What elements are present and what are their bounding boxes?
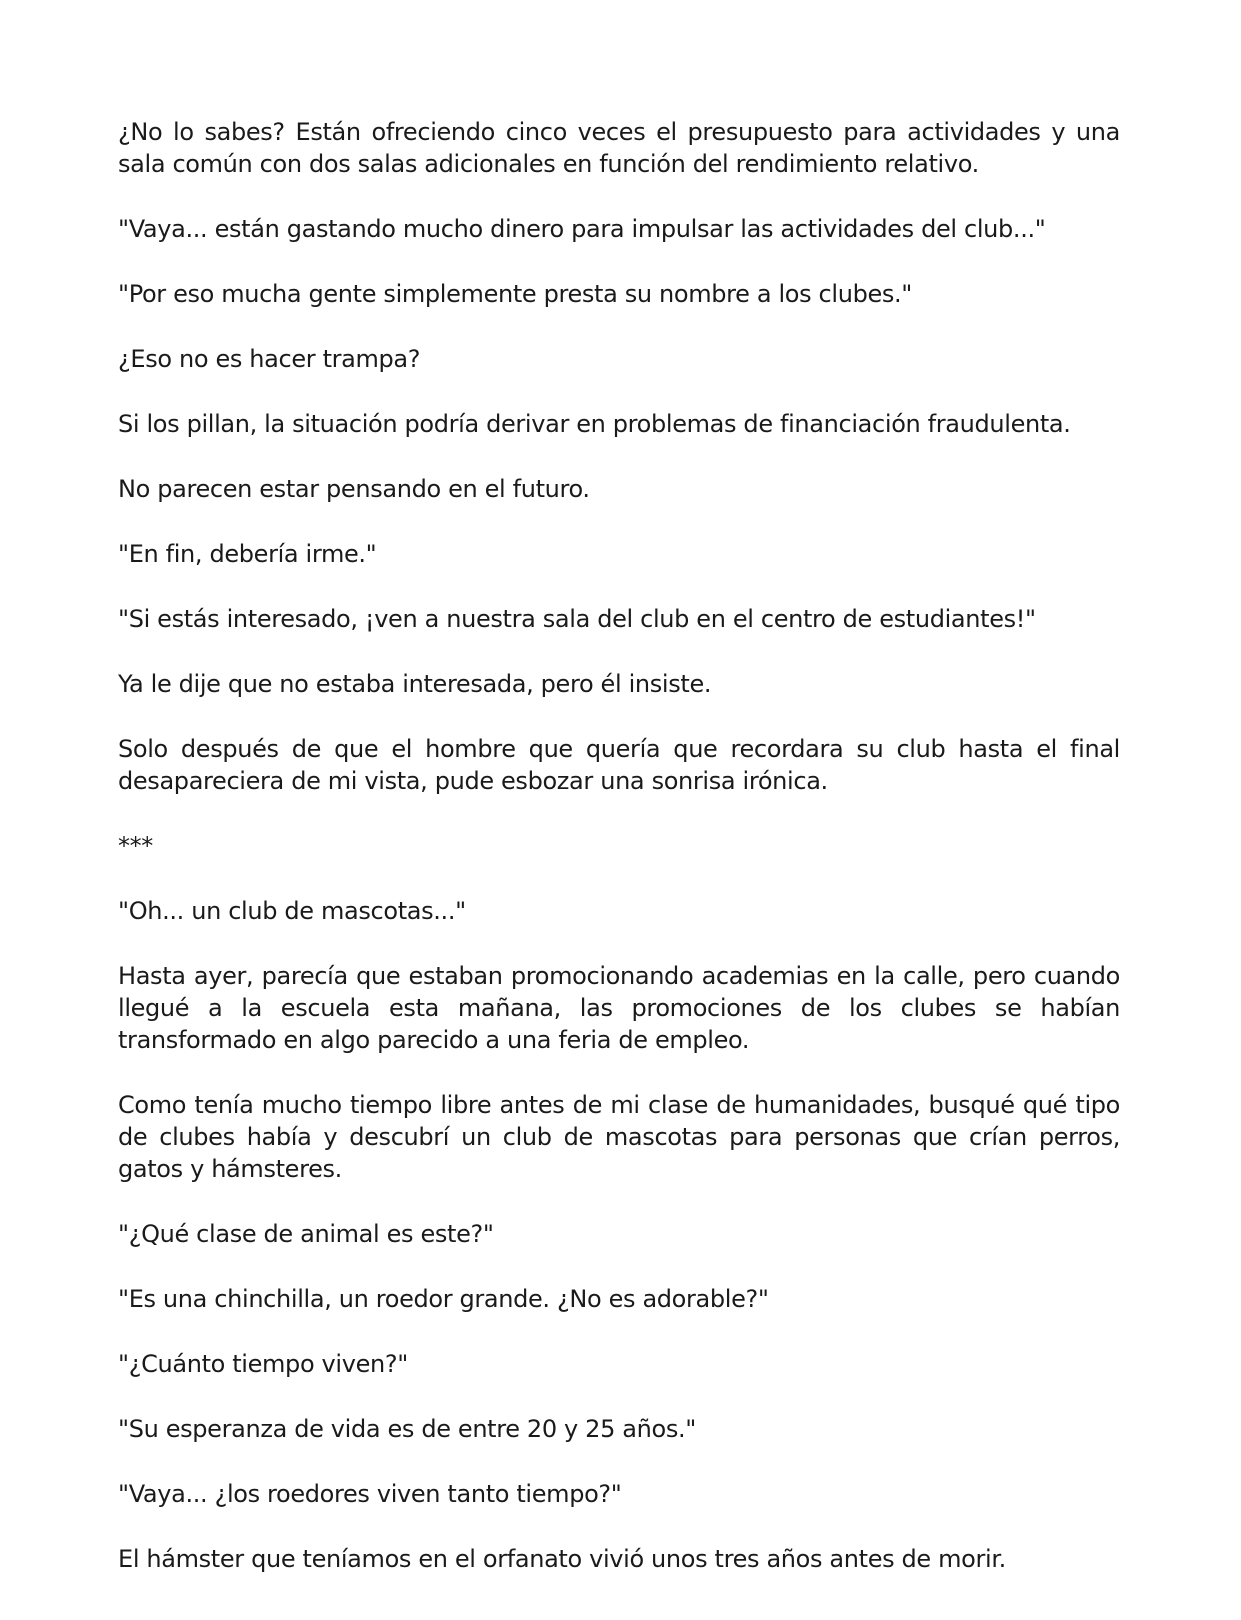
paragraph: No parecen estar pensando en el futuro. — [118, 475, 590, 503]
body-text — [118, 116, 1120, 1608]
paragraph: "¿Qué clase de animal es este?" — [118, 1220, 494, 1248]
paragraph: Solo después de que el hombre que quería que recordara su club hasta el final desapareciera de mi vista, pude esbozar una sonrisa irónica. — [118, 735, 1120, 795]
paragraph: "¿Cuánto tiempo viven?" — [118, 1350, 408, 1378]
paragraph: "Por eso mucha gente simplemente presta su nombre a los clubes." — [118, 280, 912, 308]
paragraph: Ya le dije que no estaba interesada, pero él insiste. — [118, 670, 712, 698]
paragraph: Hasta ayer, parecía que estaban promocionando academias en la calle, pero cuando llegué a la escuela esta mañana, las promociones de los clubes se habían transformado en algo parecido a una feria de empleo. — [118, 962, 1120, 1054]
scene-break: *** — [118, 832, 153, 860]
paragraph: "En fin, debería irme." — [118, 540, 377, 568]
paragraph: "Su esperanza de vida es de entre 20 y 25 años." — [118, 1415, 696, 1443]
paragraph: El hámster que teníamos en el orfanato vivió unos tres años antes de morir. — [118, 1545, 1006, 1573]
paragraph: "Es una chinchilla, un roedor grande. ¿No es adorable?" — [118, 1285, 769, 1313]
paragraph: "Oh... un club de mascotas..." — [118, 897, 466, 925]
paragraph: "Vaya... están gastando mucho dinero para impulsar las actividades del club..." — [118, 215, 1046, 243]
paragraph: ¿No lo sabes? Están ofreciendo cinco veces el presupuesto para actividades y una sala común con dos salas adicionales en función del rendimiento relativo. — [118, 118, 1120, 178]
paragraph: Como tenía mucho tiempo libre antes de mi clase de humanidades, busqué qué tipo de clubes había y descubrí un club de mascotas para personas que crían perros, gatos y hámsteres. — [118, 1091, 1120, 1183]
paragraph: "Si estás interesado, ¡ven a nuestra sala del club en el centro de estudiantes!" — [118, 605, 1036, 633]
paragraph: "Vaya... ¿los roedores viven tanto tiempo?" — [118, 1480, 622, 1508]
paragraph: ¿Eso no es hacer trampa? — [118, 345, 421, 373]
paragraph: Si los pillan, la situación podría derivar en problemas de financiación fraudulenta. — [118, 410, 1071, 438]
